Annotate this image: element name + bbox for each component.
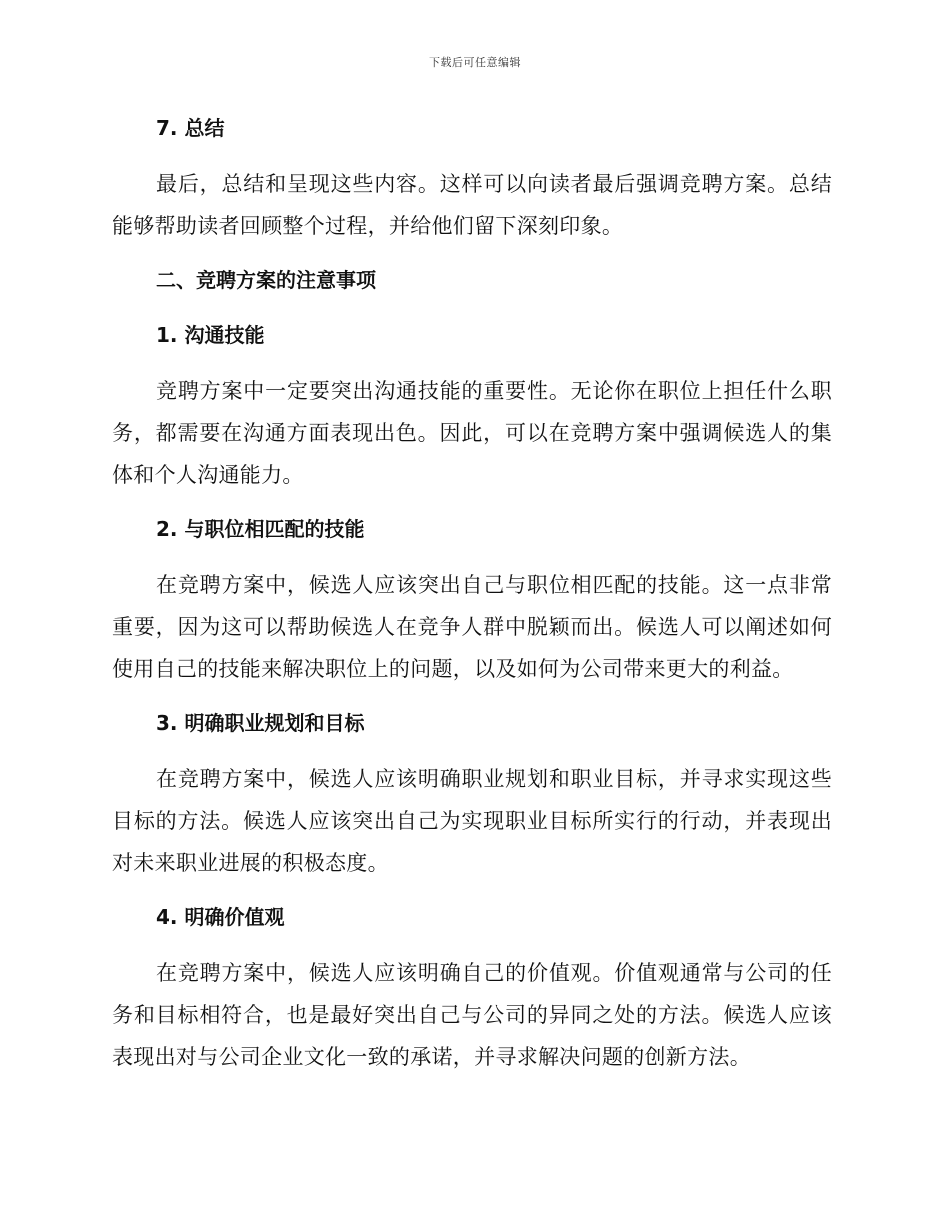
page-header: 下载后可任意编辑 [429, 56, 521, 69]
section-heading-values: 4. 明确价值观 [156, 905, 285, 929]
paragraph-values: 在竞聘方案中，候选人应该明确自己的价值观。价值观通常与公司的任务和目标相符合，也是最好突出自己与公司的异同之处的方法。候选人应该表现出对与公司企业文化一致的承诺，并寻求解决问题的创新方法。 [112, 961, 832, 1069]
section-heading-career-plan: 3. 明确职业规划和目标 [156, 711, 365, 735]
section-heading-communication: 1. 沟通技能 [156, 323, 265, 347]
paragraph-career-plan: 在竞聘方案中，候选人应该明确职业规划和职业目标，并寻求实现这些目标的方法。候选人应该突出自己为实现职业目标所实行的行动，并表现出对未来职业进展的积极态度。 [112, 767, 832, 875]
section-heading-summary: 7. 总结 [156, 116, 225, 140]
document-body [112, 108, 832, 1091]
paragraph-communication: 竞聘方案中一定要突出沟通技能的重要性。无论你在职位上担任什么职务，都需要在沟通方面表现出色。因此，可以在竞聘方案中强调候选人的集体和个人沟通能力。 [112, 379, 832, 487]
paragraph-summary: 最后，总结和呈现这些内容。这样可以向读者最后强调竞聘方案。总结能够帮助读者回顾整个过程，并给他们留下深刻印象。 [112, 172, 832, 238]
section-heading-matching-skills: 2. 与职位相匹配的技能 [156, 517, 365, 541]
paragraph-matching-skills: 在竞聘方案中，候选人应该突出自己与职位相匹配的技能。这一点非常重要，因为这可以帮助候选人在竞争人群中脱颖而出。候选人可以阐述如何使用自己的技能来解决职位上的问题，以及如何为公司带来更大的利益。 [112, 573, 832, 681]
section-heading-notes: 二、竞聘方案的注意事项 [156, 268, 376, 292]
